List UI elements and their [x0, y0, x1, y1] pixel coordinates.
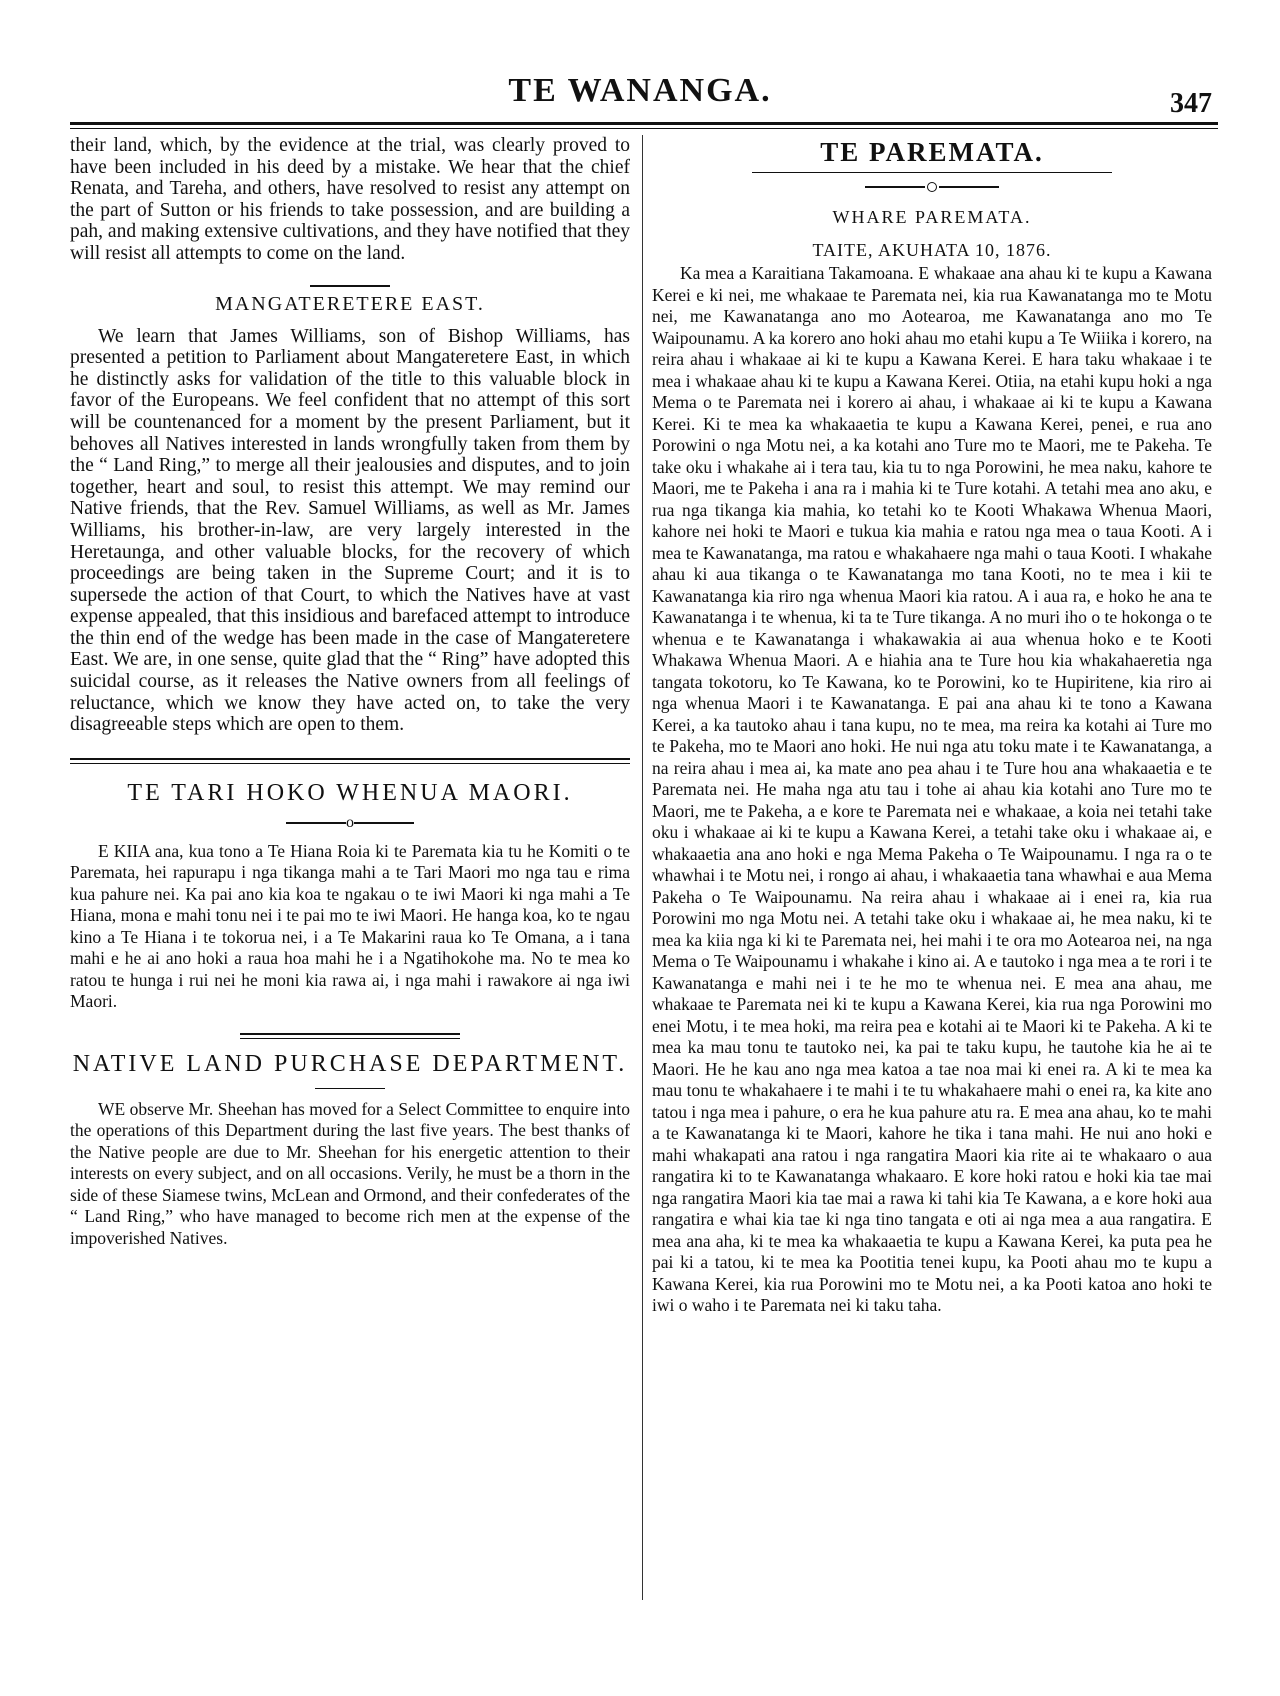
whare-paremata-subheading: WHARE PAREMATA.	[832, 207, 1032, 227]
mangateretere-heading: MANGATERETERE EAST.	[215, 292, 485, 315]
masthead-rule-thick	[70, 122, 1218, 125]
ornament-bar	[286, 822, 346, 824]
masthead-title: TE WANANGA.	[508, 72, 772, 109]
dateline: TAITE, AKUHATA 10, 1876.	[812, 240, 1052, 260]
page-number: 347	[1170, 88, 1212, 119]
paremata-rule	[752, 172, 1112, 173]
ornament-bar	[865, 186, 925, 188]
ornament-letter: o	[346, 813, 354, 831]
ornament-dot	[927, 182, 937, 192]
paremata-article: Ka mea a Karaitiana Takamoana. E whakaae ana ahau ki te kupu a Kawana Kerei e ki nei, me whakaae te Paremata nei, kia rua Kawanatanga mo te Motu nei, me Kawanatanga ano mo Aotearoa, me Kawanatanga ano mo Te Waipounamu. A ka korero ano hoki ahau mo etahi kupu a Te Wiiika i korero, na reira ahau i whakaae ai ki te kupu a Kawana Kerei. E hara taku whakaae i te mea i whakaae ahau ki te kupu a Kawana Kerei. Otiia, na etahi kupu hoki a nga Mema o te Paremata nei i korero ai ahau, i whakaae ai ki te kupu a Kawana Kerei. Ki te mea ka whakaaetia te kupu a Kawana Kerei, penei, e rua ano Porowini o nga Motu nei, a ka kotahi ano Ture mo te Maori, me te Pakeha. Te take oku i whakahe ai i tera tau, kia tu to nga Porowini, he mea naku, kahore te Maori, me te Pakeha i ana ra i mahia ki te Ture kotahi. A tetahi mea ano aku, e rua nga tikanga kia mahia, ko tetahi ko te Kooti Whakawa Whenua Maori, kahore nei hoki te Maori e tukua kia mahia e ratou nga mea o taua Kooti. A i mea te Kawanatanga, ma ratou e whakahaere nga mahi o taua Kooti. I whakahe ahau ki aua tikanga o te Kawanatanga mo tana Kooti, no te mea i kii te Kawanatanga kia riro nga whenua Maori kia ratou. A i aua ra, e hoko he ana te Kawanatanga i te whenua, ki ta te Ture tikanga. A no muri iho o te hokonga o te whenua e te Kawanatanga i whakawakia ai aua whenua hoko e te Kooti Whakawa Whenua Maori. A e hiahia ana te Ture hou kia whakahaeretia nga tangata tokotoru, ko Te Kawana, ko te Porowini, ko te Hupiritene, kia riro ai nga whenua Maori i te Kawanatanga. E pai ana ahau ki te tono a Kawana Kerei, a ka tautoko ahau i tana kupu, no te mea, ma reira ka kotahi ai Ture mo te Pakeha, mo te Maori ano hoki. He nui nga atu toku mate i te Kawanatanga, a na reira ahau i mea ai, ka mate ano pea ahau i te Ture hou ana whakaaetia e te Paremata nei. He maha nga atu tau i tohe ai ahau kia kotahi ano Ture mo te Maori, me te Pakeha, a e kore te Paremata nei e whakaae, a koia nei tetahi take oku i whakaae ai ki te kupu a Kawana Kerei, a tetahi take oku i whakaae ai, e whakaaetia ana ano hoki e nga Mema Pakeha o Te Waipounamu. I nga ra o te whawhai i te Motu nei, i rongo ai ahau, i whakaaetia tana whawhai e aua Mema Pakeha o Te Waipounamu. Na reira ahau i whakaae ai i enei ra, kia rua Porowini mo nga Motu nei. A tetahi take oku i whakaae ai, he mea naku, ki te mea ka kiia nga ki ki te Paremata nei, hei mahi i te ora mo Aotearoa nei, na nga Mema o Te Waipounamu i whakahe i kino ai. A e tautoko i nga mea a te rori i te Kawanatanga e mahi nei i te he mo te whenua nei. E mea ana ahau, me whakaae te Paremata nei ki te kupu a Kawana Kerei, kia rua nga Porowini mo enei Motu, i te mea hoki, ma reira pea e kotahi ai te Maori ki te Pakeha. A ki te mea ka mau tonu te tautoko nei, ka pai te taku kupu, he tautohe kia he ai te Maori. He he kau ano nga mea katoa a tae noa mai ki enei ra. A ki te mea ka mau tonu te whakahaere i te mahi i te tu whakahaere mahi o enei ra, ka kite ano tatou i nga mea i pahure, o era he kua pahure atu ra. E mea ana ahau, ko te mahi a te Kawanatanga ki te Maori, kahore he tika i tana mahi. He nui ano hoki e mahi whakapati ana ratou i nga rangatira Maori kia rite ai te whakaaro o aua rangatira ki to te Kawanatanga whakaaro. E kore hoki ratou e hoki kia tae mai nga rangatira Maori kia tae mai a rawa ki tahi kia Te Kawana, a e kore hoki aua rangatira e whai kia tae ki nga tino tangata e oti ai nga mea a aua rangatira. E mea ana aha, ki te mea ka whakaaetia te kupu a Kawana Kerei, ka puta pea he pai ki a tatou, ki te mea ka Pootitia tenei kupu, ka Pooti ahau mo te kupu a Kawana Kerei, kia rua Porowini mo te Motu nei, a ka Pooti katoa ano hoki te iwi o waho i te Paremata nei ki taku taha.	[652, 263, 1212, 1315]
native-land-heading: NATIVE LAND PURCHASE DEPARTMENT.	[72, 1050, 628, 1077]
ornament-bar	[939, 186, 999, 188]
masthead-rule-thin	[70, 128, 1218, 129]
ornament-bar	[354, 822, 414, 824]
section-separator	[310, 285, 390, 287]
left-column	[70, 135, 630, 1249]
right-column	[652, 135, 1212, 1317]
paremata-ornament	[652, 179, 1212, 195]
column-divider	[642, 135, 643, 1600]
paremata-heading: TE PAREMATA.	[820, 137, 1044, 167]
section-double-rule	[70, 758, 630, 764]
continued-article-paragraph: their land, which, by the evidence at the trial, was clearly proved to have been included in his deed by a mistake. We hear that the chief Renata, and Tareha, and others, have resolved to resist any attempt on the part of Sutton or his friends to take possession, and are building a pah, and making extensive cultivations, and they have notified that they will resist all attempts to come on the land.	[70, 135, 630, 264]
mangateretere-article: We learn that James Williams, son of Bishop Williams, has presented a petition to Parliament about Mangateretere East, in which he distinctly asks for validation of the title to this valuable block in favor of the Europeans. We feel confident that no attempt of this sort will be countenanced for a moment by the present Parliament, but it behoves all Natives interested in lands wrongfully taken from them by the “ Land Ring,” to merge all their jealousies and disputes, and to join together, heart and soul, to resist this attempt. We may remind our Native friends, that the Rev. Samuel Williams, as well as Mr. James Williams, his brother-in-law, are very largely interested in the Heretaunga, and other valuable blocks, for the recovery of which proceedings are being taken in the Supreme Court; and it is to supersede the action of that Court, to which the Natives have at vast expense appealed, that this insidious and barefaced attempt to introduce the thin end of the wedge has been made in the case of Mangateretere East. We are, in one sense, quite glad that the “ Ring” have adopted this suicidal course, as it releases the Native owners from all feelings of reluctance, which we know they have acted on, to take the very disagreeable steps which are open to them.	[70, 325, 630, 736]
native-land-article: WE observe Mr. Sheehan has moved for a Select Committee to enquire into the operations of this Department during the last five years. The best thanks of the Native people are due to Mr. Sheehan for his energetic attention to their interests on every subject, and on all occasions. Verily, he must be a thorn in the side of these Siamese twins, McLean and Ormond, and their confederates of the “ Land Ring,” who have managed to become rich men at the expense of the impoverished Natives.	[70, 1098, 630, 1248]
tari-hoko-article: E KIIA ana, kua tono a Te Hiana Roia ki te Paremata kia tu he Komiti o te Paremata, hei rapurapu i nga tikanga mahi a te Tari Maori mo nga tau e rima kua pahure nei. Ka pai ano kia koa te ngakau o te iwi Maori ki nga mahi a Te Hiana, mona e mahi tonu nei i te pai mo te iwi Maori. He hanga koa, ko te ngau kino a Te Hiana i te tokorua nei, i a Te Makarini raua ko Te Omana, a i tana mahi e he ai ano hoki a raua hoa mahi he i a Ngatihokohe ma. No te mea ko ratou te hunga i rui nei he moni kia rawa ai, i nga mahi i rawakore ai nga iwi Maori.	[70, 840, 630, 1012]
tari-hoko-heading: TE TARI HOKO WHENUA MAORI.	[127, 779, 573, 806]
native-land-rule	[315, 1088, 385, 1089]
section-short-double-rule	[240, 1033, 460, 1039]
tari-hoko-ornament	[70, 815, 630, 831]
